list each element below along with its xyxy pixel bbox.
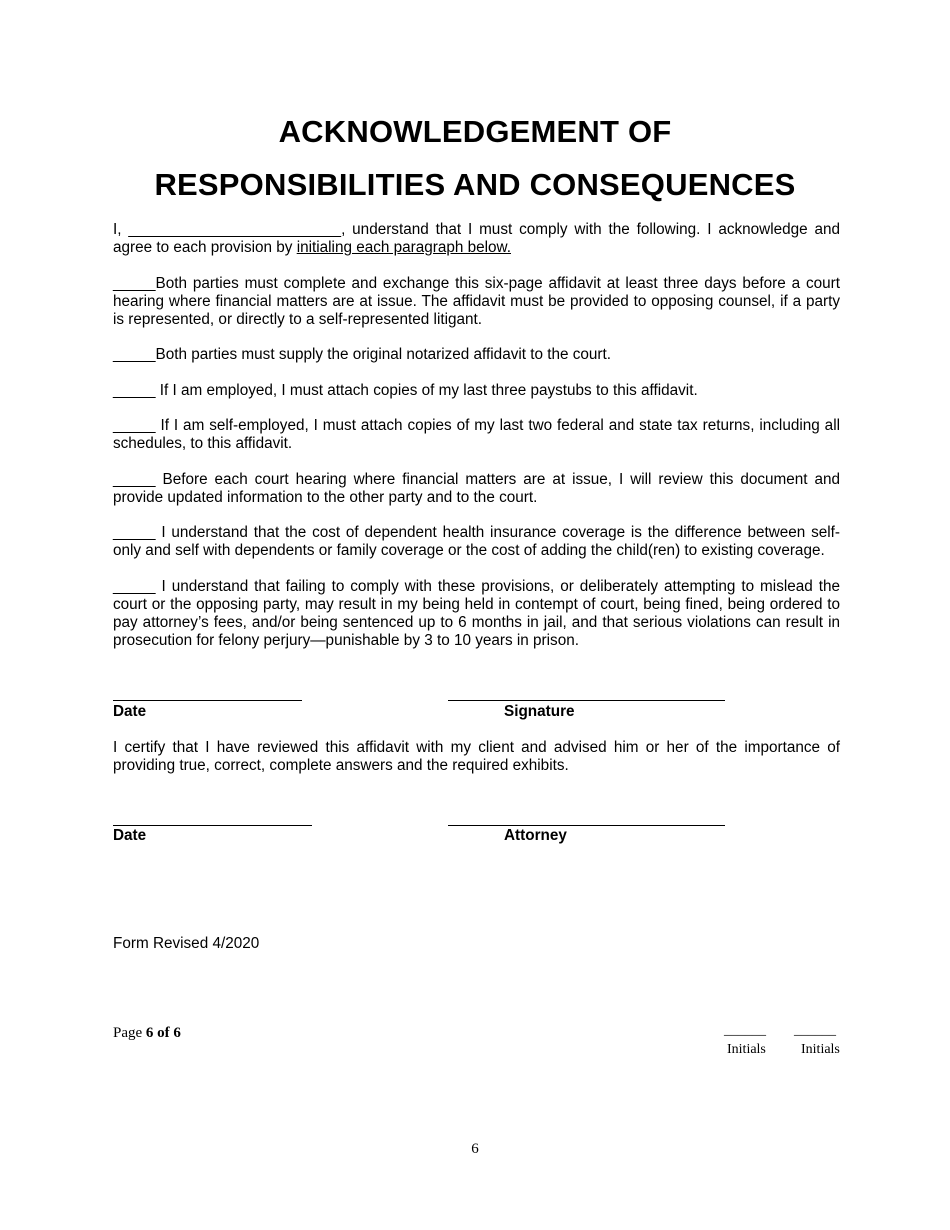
page-prefix: Page [113,1025,146,1041]
attorney-line[interactable] [448,825,725,826]
provision-text: Both parties must supply the original notarized affidavit to the court. [155,346,612,363]
provision-1 [113,275,840,329]
signature-label: Signature [504,703,575,720]
initials-blank-1[interactable]: ______ [724,1023,766,1038]
intro-paragraph [113,221,840,257]
name-blank[interactable]: _________________________ [128,221,342,238]
intro-underlined: initialing each paragraph below. [296,239,511,256]
initial-blank[interactable]: _____ [113,578,156,595]
initial-blank[interactable]: _____ [113,524,156,541]
form-revised: Form Revised 4/2020 [113,935,260,952]
initials-label-1: Initials [727,1042,766,1057]
attorney-date-label: Date [113,827,147,844]
provision-text: If I am self-employed, I must attach copies of my last two federal and state tax returns, including all schedules, to this affidavit. [113,417,840,452]
provision-4 [113,417,840,453]
initial-blank[interactable]: _____ [113,471,156,488]
provision-6 [113,524,840,560]
intro-text: , understand that I must comply with the following. I acknowledge and agree to each provision by [113,221,841,256]
provision-3 [113,382,840,400]
date-label: Date [113,703,147,720]
page-number: 6 [471,1141,479,1157]
page-value: 6 of 6 [145,1025,181,1041]
provision-2 [113,346,840,364]
date-signature-line[interactable] [113,700,302,701]
intro-prefix: I, [113,221,129,238]
initial-blank[interactable]: _____ [113,275,156,292]
initials-label-2: Initials [801,1042,840,1057]
page-indicator [113,1024,181,1042]
provision-text: I understand that the cost of dependent health insurance coverage is the difference between self-only and self with dependents or family coverage or the cost of adding the child(ren) to existing coverage. [113,524,840,559]
date-attorney-line[interactable] [113,825,312,826]
signature-line[interactable] [448,700,725,701]
provision-text: If I am employed, I must attach copies of my last three paystubs to this affidavit. [155,382,698,399]
initials-blank-2[interactable]: ______ [794,1023,836,1038]
title-line-1: ACKNOWLEDGEMENT OF [278,114,672,149]
attorney-label: Attorney [504,827,567,844]
title-line-2: RESPONSIBILITIES AND CONSEQUENCES [154,167,796,202]
provision-text: I understand that failing to comply with these provisions, or deliberately attempting to mislead the court or the opposing party, may result in my being held in contempt of court, being fined, being ordered to pay attorney’s fees, and/or being sentenced up to 6 months in jail, and that serious violations can result in prosecution for felony perjury—punishable by 3 to 10 years in prison. [113,578,840,649]
initial-blank[interactable]: _____ [113,417,156,434]
initial-blank[interactable]: _____ [113,382,156,399]
provision-7 [113,578,840,650]
attorney-certification: I certify that I have reviewed this affidavit with my client and advised him or her of the importance of providing true, correct, complete answers and the required exhibits. [113,739,840,774]
provision-5 [113,471,840,507]
provision-text: Both parties must complete and exchange this six-page affidavit at least three days before a court hearing where financial matters are at issue. The affidavit must be provided to opposing counsel, if a party is represented, or directly to a self-represented litigant. [113,275,840,328]
provision-text: Before each court hearing where financial matters are at issue, I will review this document and provide updated information to the other party and to the court. [113,471,840,506]
initial-blank[interactable]: _____ [113,346,156,363]
